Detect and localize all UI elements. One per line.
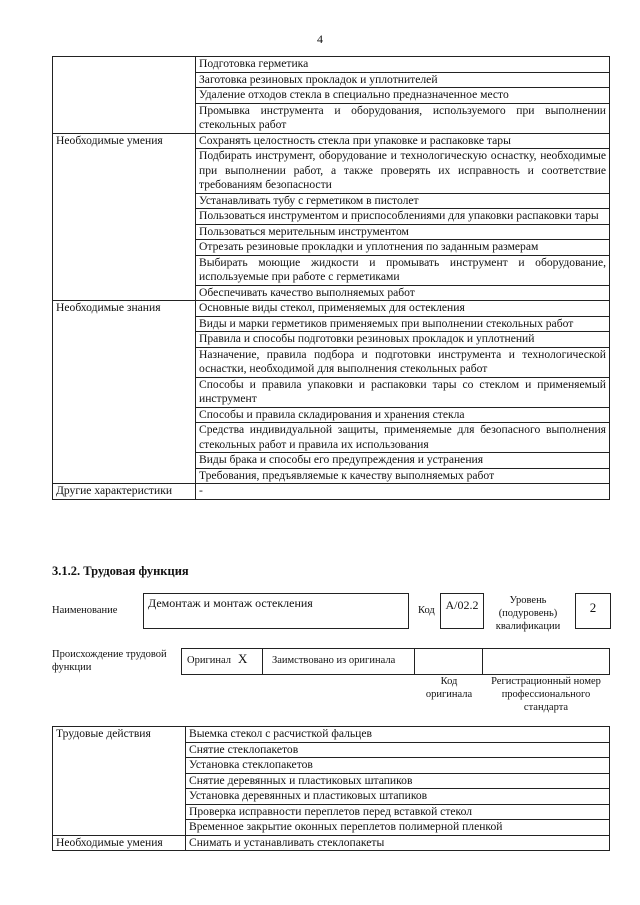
row-text: Выемка стекол с расчисткой фальцев — [186, 727, 610, 743]
name-label: Наименование — [52, 605, 118, 616]
group-label: Необходимые умения — [53, 133, 196, 301]
section-heading: 3.1.2. Трудовая функция — [52, 564, 189, 578]
group-label: Необходимые умения — [53, 835, 186, 851]
group-label: Трудовые действия — [53, 727, 186, 836]
row-text: Отрезать резиновые прокладки и уплотнения по заданным размерам — [196, 240, 610, 256]
row-text: Установка деревянных и пластиковых штапиков — [186, 789, 610, 805]
row-text: Промывка инструмента и оборудования, используемого при выполнении стекольных работ — [196, 103, 610, 133]
level-label: Уровень (подуровень) квалификации — [495, 595, 561, 632]
group-label — [53, 57, 196, 134]
work-function-details-table — [52, 56, 610, 500]
original-label: Оригинал — [187, 655, 231, 666]
row-text: Подготовка герметика — [196, 57, 610, 73]
row-text: Установка стеклопакетов — [186, 758, 610, 774]
row-text: Способы и правила упаковки и распаковки тары со стеклом и применяемый инструмент — [196, 377, 610, 407]
row-text: Средства индивидуальной защиты, применяемые для безопасного выполнения стекольных работ и правила их использования — [196, 423, 610, 453]
row-text: Устанавливать тубу с герметиком в пистолет — [196, 193, 610, 209]
page-number: 4 — [317, 32, 323, 46]
origin-divider-2 — [414, 648, 415, 674]
row-text: Снимать и устанавливать стеклопакеты — [186, 835, 610, 851]
borrowed-label: Заимствовано из оригинала — [272, 655, 396, 666]
row-text: Проверка исправности переплетов перед вставкой стекол — [186, 804, 610, 820]
table-row — [53, 835, 610, 851]
row-text: Виды брака и способы его предупреждения и устранения — [196, 453, 610, 469]
level-value-box — [575, 593, 611, 629]
row-text: Назначение, правила подбора и подготовки инструмента и технологической оснастки, необходимой для выполнения стекольных работ — [196, 347, 610, 377]
code-label: Код — [418, 605, 435, 616]
code-value: А/02.2 — [445, 598, 479, 612]
row-text: Снятие стеклопакетов — [186, 742, 610, 758]
row-text: Выбирать моющие жидкости и промывать инструмент и оборудование, используемые при работе с герметиками — [196, 255, 610, 285]
origin-label: Происхождение трудовой функции — [52, 649, 167, 673]
row-text: Пользоваться инструментом и приспособлениями для упаковки распаковки тары — [196, 209, 610, 225]
row-text: Снятие деревянных и пластиковых штапиков — [186, 773, 610, 789]
origin-divider-1 — [262, 648, 263, 674]
row-text: Виды и марки герметиков применяемых при выполнении стекольных работ — [196, 316, 610, 332]
row-text: Удаление отходов стекла в специально предназначенное место — [196, 88, 610, 104]
name-value-box — [143, 593, 409, 629]
row-text: - — [196, 484, 610, 500]
row-text: Пользоваться мерительным инструментом — [196, 224, 610, 240]
work-actions-table — [52, 726, 610, 851]
table-row — [53, 301, 610, 317]
row-text: Основные виды стекол, применяемых для остекления — [196, 301, 610, 317]
table-row — [53, 484, 610, 500]
group-label: Другие характеристики — [53, 484, 196, 500]
table-row — [53, 727, 610, 743]
table-row — [53, 133, 610, 149]
group-label: Необходимые знания — [53, 301, 196, 484]
code-caption: Код оригинала — [425, 676, 473, 700]
level-value: 2 — [589, 600, 597, 615]
row-text: Временное закрытие оконных переплетов полимерной пленкой — [186, 820, 610, 836]
table-row — [53, 57, 610, 73]
row-text: Сохранять целостность стекла при упаковке и распаковке тары — [196, 133, 610, 149]
original-mark: X — [238, 651, 248, 666]
row-text: Обеспечивать качество выполняемых работ — [196, 285, 610, 301]
row-text: Способы и правила складирования и хранения стекла — [196, 407, 610, 423]
row-text: Заготовка резиновых прокладок и уплотнителей — [196, 72, 610, 88]
code-value-box — [440, 593, 484, 629]
reg-caption: Регистрационный номер профессионального стандарта — [491, 676, 601, 713]
row-text: Подбирать инструмент, оборудование и технологическую оснастку, необходимые при выполнении работ, а также проверять их исправность и соответствие требованиям безопасности — [196, 149, 610, 194]
row-text: Правила и способы подготовки резиновых прокладок и уплотнений — [196, 332, 610, 348]
row-text: Требования, предъявляемые к качеству выполняемых работ — [196, 468, 610, 484]
origin-divider-3 — [482, 648, 483, 674]
name-value: Демонтаж и монтаж остекления — [148, 596, 313, 610]
